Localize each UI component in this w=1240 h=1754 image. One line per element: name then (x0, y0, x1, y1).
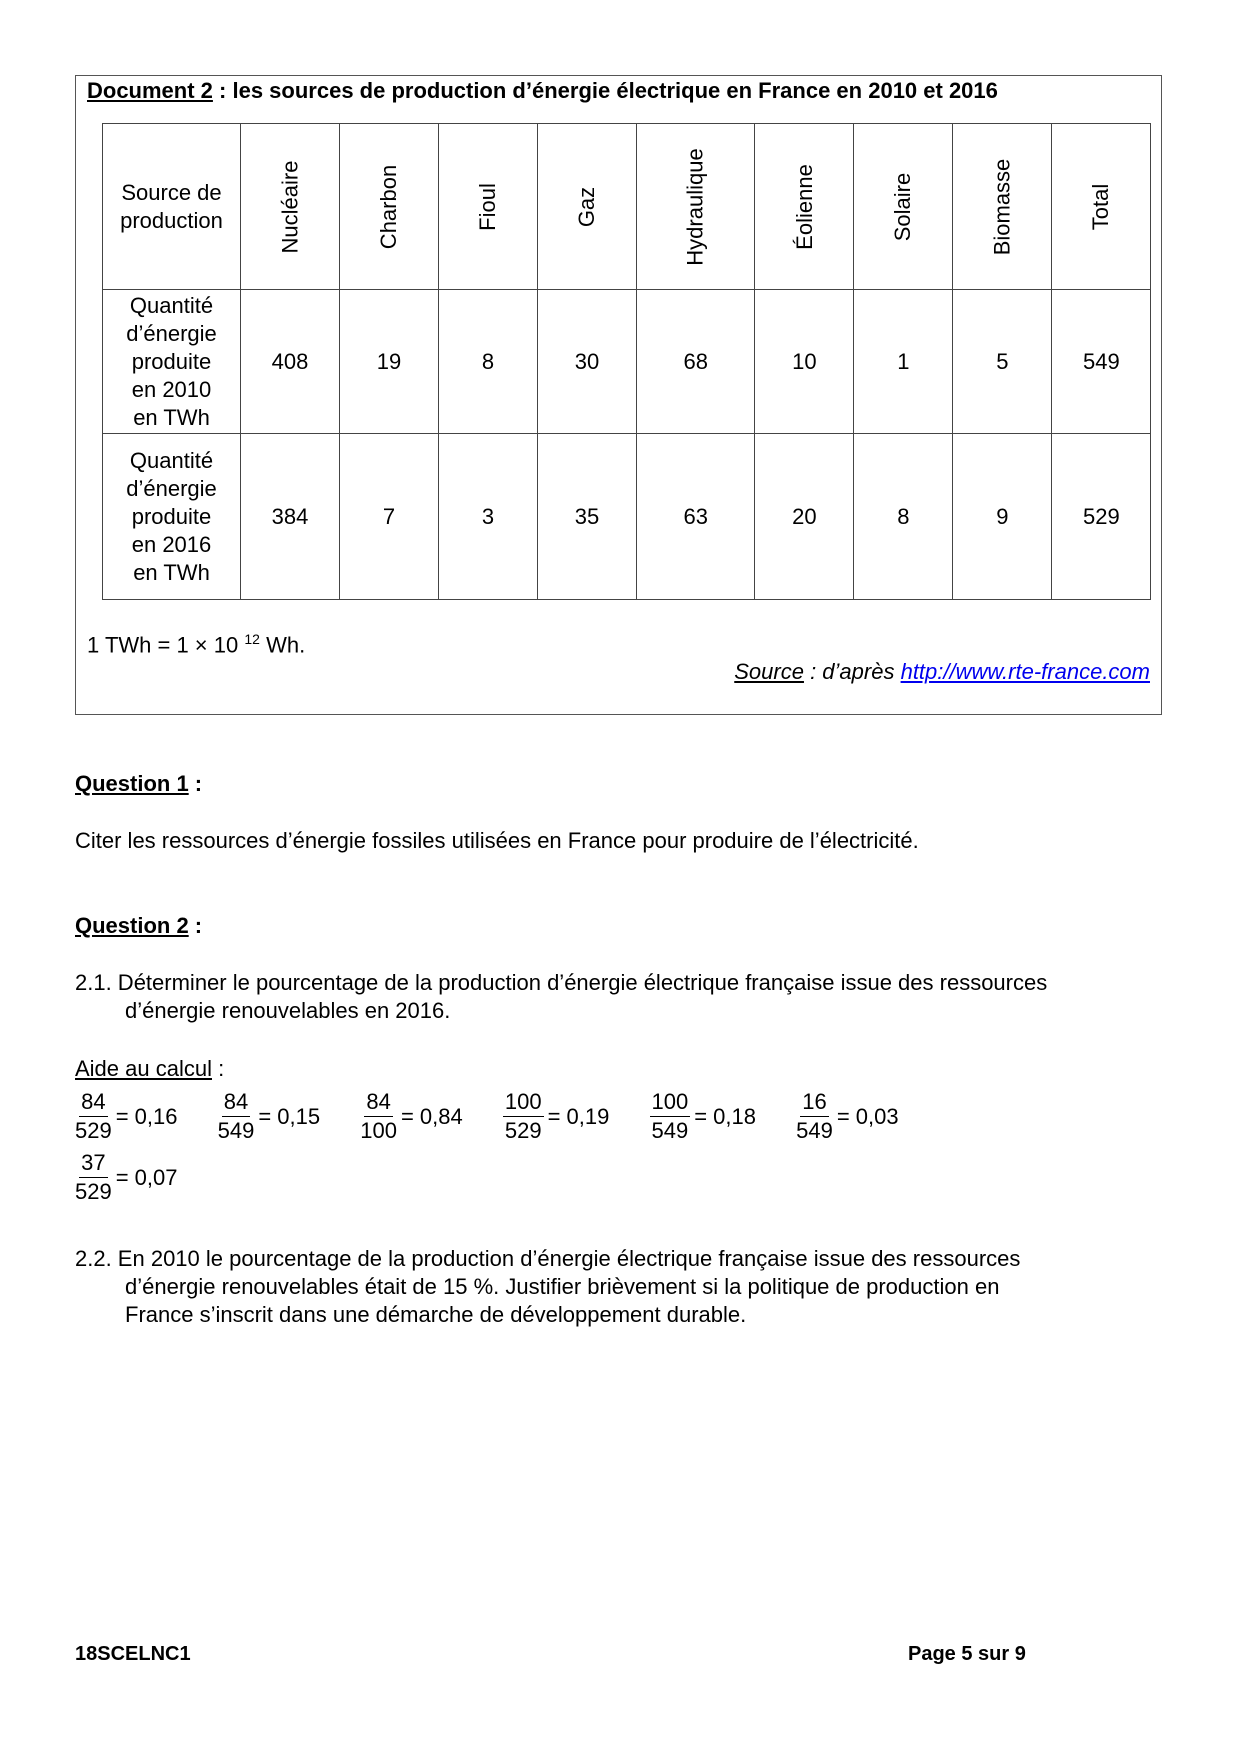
fractions-row-2 (75, 1149, 933, 1206)
fraction-result: = 0,03 (836, 1103, 899, 1129)
fractions-row-1 (75, 1088, 933, 1145)
fraction-result: = 0,16 (115, 1103, 178, 1129)
header-gaz (538, 124, 637, 290)
denominator: 549 (651, 1118, 689, 1143)
row-label-line: en TWh (133, 404, 210, 430)
header-fioul (439, 124, 538, 290)
table-cell: 549 (1052, 290, 1151, 434)
fraction-item (650, 1088, 757, 1145)
question-2-1-line: d’énergie renouvelables en 2016. (125, 998, 451, 1023)
table-cell: 19 (340, 290, 439, 434)
row-label-line: d’énergie (126, 320, 217, 346)
numerator: 16 (800, 1088, 828, 1117)
row-label-cell (103, 434, 241, 600)
fraction-result: = 0,18 (694, 1103, 756, 1129)
header-nucleaire (241, 124, 340, 290)
header-line: production (120, 207, 223, 233)
column-label: Nucléaire (277, 160, 302, 253)
question-2-2-line: France s’inscrit dans une démarche de développement durable. (125, 1302, 747, 1327)
fraction (503, 1088, 544, 1145)
numerator: 84 (79, 1088, 107, 1117)
table-cell: 68 (637, 290, 755, 434)
denominator: 549 (796, 1118, 833, 1143)
fraction-item (218, 1088, 321, 1145)
unit-note (87, 631, 305, 658)
footer-code: 18SCELNC1 (75, 1643, 191, 1665)
table-cell: 8 (854, 434, 953, 600)
column-label: Fioul (475, 182, 500, 231)
header-solaire (854, 124, 953, 290)
fraction (360, 1088, 397, 1145)
column-label: Charbon (375, 164, 401, 249)
table-cell: 20 (755, 434, 854, 600)
fraction (650, 1088, 691, 1145)
fraction (218, 1088, 255, 1145)
question-1-text: Citer les ressources d’énergie fossiles utilisées en France pour produire de l’électricité. (75, 828, 919, 853)
row-label-line: en TWh (133, 559, 210, 585)
source-line (734, 659, 1150, 685)
question-2-1-line: 2.1. Déterminer le pourcentage de la production d’énergie électrique française issue des ressources (75, 970, 1048, 995)
energy-table (102, 123, 1151, 600)
fraction (796, 1088, 833, 1145)
footer-page-number: Page 5 sur 9 (908, 1643, 1026, 1665)
column-label: Biomasse (989, 158, 1015, 255)
fraction-item (360, 1088, 463, 1145)
denominator: 100 (360, 1118, 397, 1143)
fraction-item (75, 1088, 178, 1145)
question-2-2-line: d’énergie renouvelables était de 15 %. Justifier brièvement si la politique de production en (125, 1274, 1000, 1299)
denominator: 529 (75, 1118, 112, 1143)
fraction-result: = 0,15 (258, 1103, 321, 1129)
table-cell: 1 (854, 290, 953, 434)
aide-suffix: : (211, 1056, 225, 1081)
question-2-label: Question 2 (75, 913, 189, 938)
source-text: : d’après (803, 659, 901, 684)
column-label: Solaire (890, 172, 916, 241)
header-eolienne (755, 124, 854, 290)
question-2-2 (75, 1245, 1155, 1329)
numerator: 100 (503, 1088, 544, 1117)
question-2-2-line: 2.2. En 2010 le pourcentage de la production d’énergie électrique française issue des ressources (75, 1246, 1021, 1271)
unit-note-exponent: 12 (244, 631, 260, 647)
unit-note-text: 1 TWh = 1 × 10 (87, 632, 239, 658)
aide-label: Aide au calcul (75, 1056, 212, 1081)
question-1-label: Question 1 (75, 771, 189, 796)
table-cell: 63 (637, 434, 755, 600)
table-cell: 35 (538, 434, 637, 600)
document-title (87, 78, 998, 104)
row-label-cell (103, 290, 241, 434)
header-biomasse (953, 124, 1052, 290)
document-label: Document 2 (87, 78, 213, 103)
row-label-line: en 2016 (131, 531, 212, 557)
fraction-result: = 0,07 (115, 1164, 178, 1190)
table-cell: 10 (755, 290, 854, 434)
source-label: Source (734, 659, 804, 684)
table-row-2016 (103, 434, 1151, 600)
document-title-text: : les sources de production d’énergie électrique en France en 2010 et 2016 (212, 78, 998, 103)
question-1-heading (75, 770, 202, 798)
row-label-line: Quantité (129, 292, 214, 318)
header-source-cell (103, 124, 241, 290)
table-cell: 30 (538, 290, 637, 434)
denominator: 529 (75, 1179, 112, 1204)
calculation-aids (75, 1088, 933, 1206)
table-cell: 384 (241, 434, 340, 600)
column-label: Total (1088, 183, 1114, 230)
table-cell: 529 (1052, 434, 1151, 600)
question-2-suffix: : (188, 913, 203, 938)
column-label: Gaz (573, 186, 599, 227)
fraction-item (796, 1088, 899, 1145)
document-2-box (75, 75, 1162, 715)
fraction (75, 1088, 112, 1145)
fraction-item (75, 1149, 178, 1206)
fraction (75, 1149, 112, 1206)
numerator: 84 (364, 1088, 392, 1117)
table-row-2010 (103, 290, 1151, 434)
numerator: 37 (79, 1149, 107, 1178)
table-cell: 8 (439, 290, 538, 434)
denominator: 549 (217, 1118, 255, 1143)
question-2-1 (75, 969, 1155, 1025)
table-cell: 3 (439, 434, 538, 600)
table-cell: 408 (241, 290, 340, 434)
header-total (1052, 124, 1151, 290)
fraction-result: = 0,19 (547, 1103, 610, 1129)
row-label-line: d’énergie (126, 475, 217, 501)
row-label-line: en 2010 (131, 376, 212, 402)
header-line: Source de (121, 179, 222, 205)
question-1-suffix: : (188, 771, 203, 796)
source-link[interactable]: http://www.rte-france.com (900, 659, 1150, 684)
fraction-item (503, 1088, 610, 1145)
table-cell: 5 (953, 290, 1052, 434)
aide-heading (75, 1055, 224, 1083)
table-header-row (103, 124, 1151, 290)
row-label-line: produite (131, 348, 212, 374)
question-2-heading (75, 912, 202, 940)
header-charbon (340, 124, 439, 290)
row-label-line: produite (131, 503, 212, 529)
table-cell: 9 (953, 434, 1052, 600)
row-label-line: Quantité (129, 447, 214, 473)
denominator: 529 (504, 1118, 542, 1143)
column-label: Hydraulique (682, 147, 708, 266)
header-hydraulique (637, 124, 755, 290)
numerator: 100 (650, 1088, 691, 1117)
fraction-result: = 0,84 (400, 1103, 463, 1129)
column-label: Éolienne (791, 163, 817, 250)
numerator: 84 (222, 1088, 250, 1117)
unit-note-suffix: Wh. (259, 632, 306, 658)
table-cell: 7 (340, 434, 439, 600)
